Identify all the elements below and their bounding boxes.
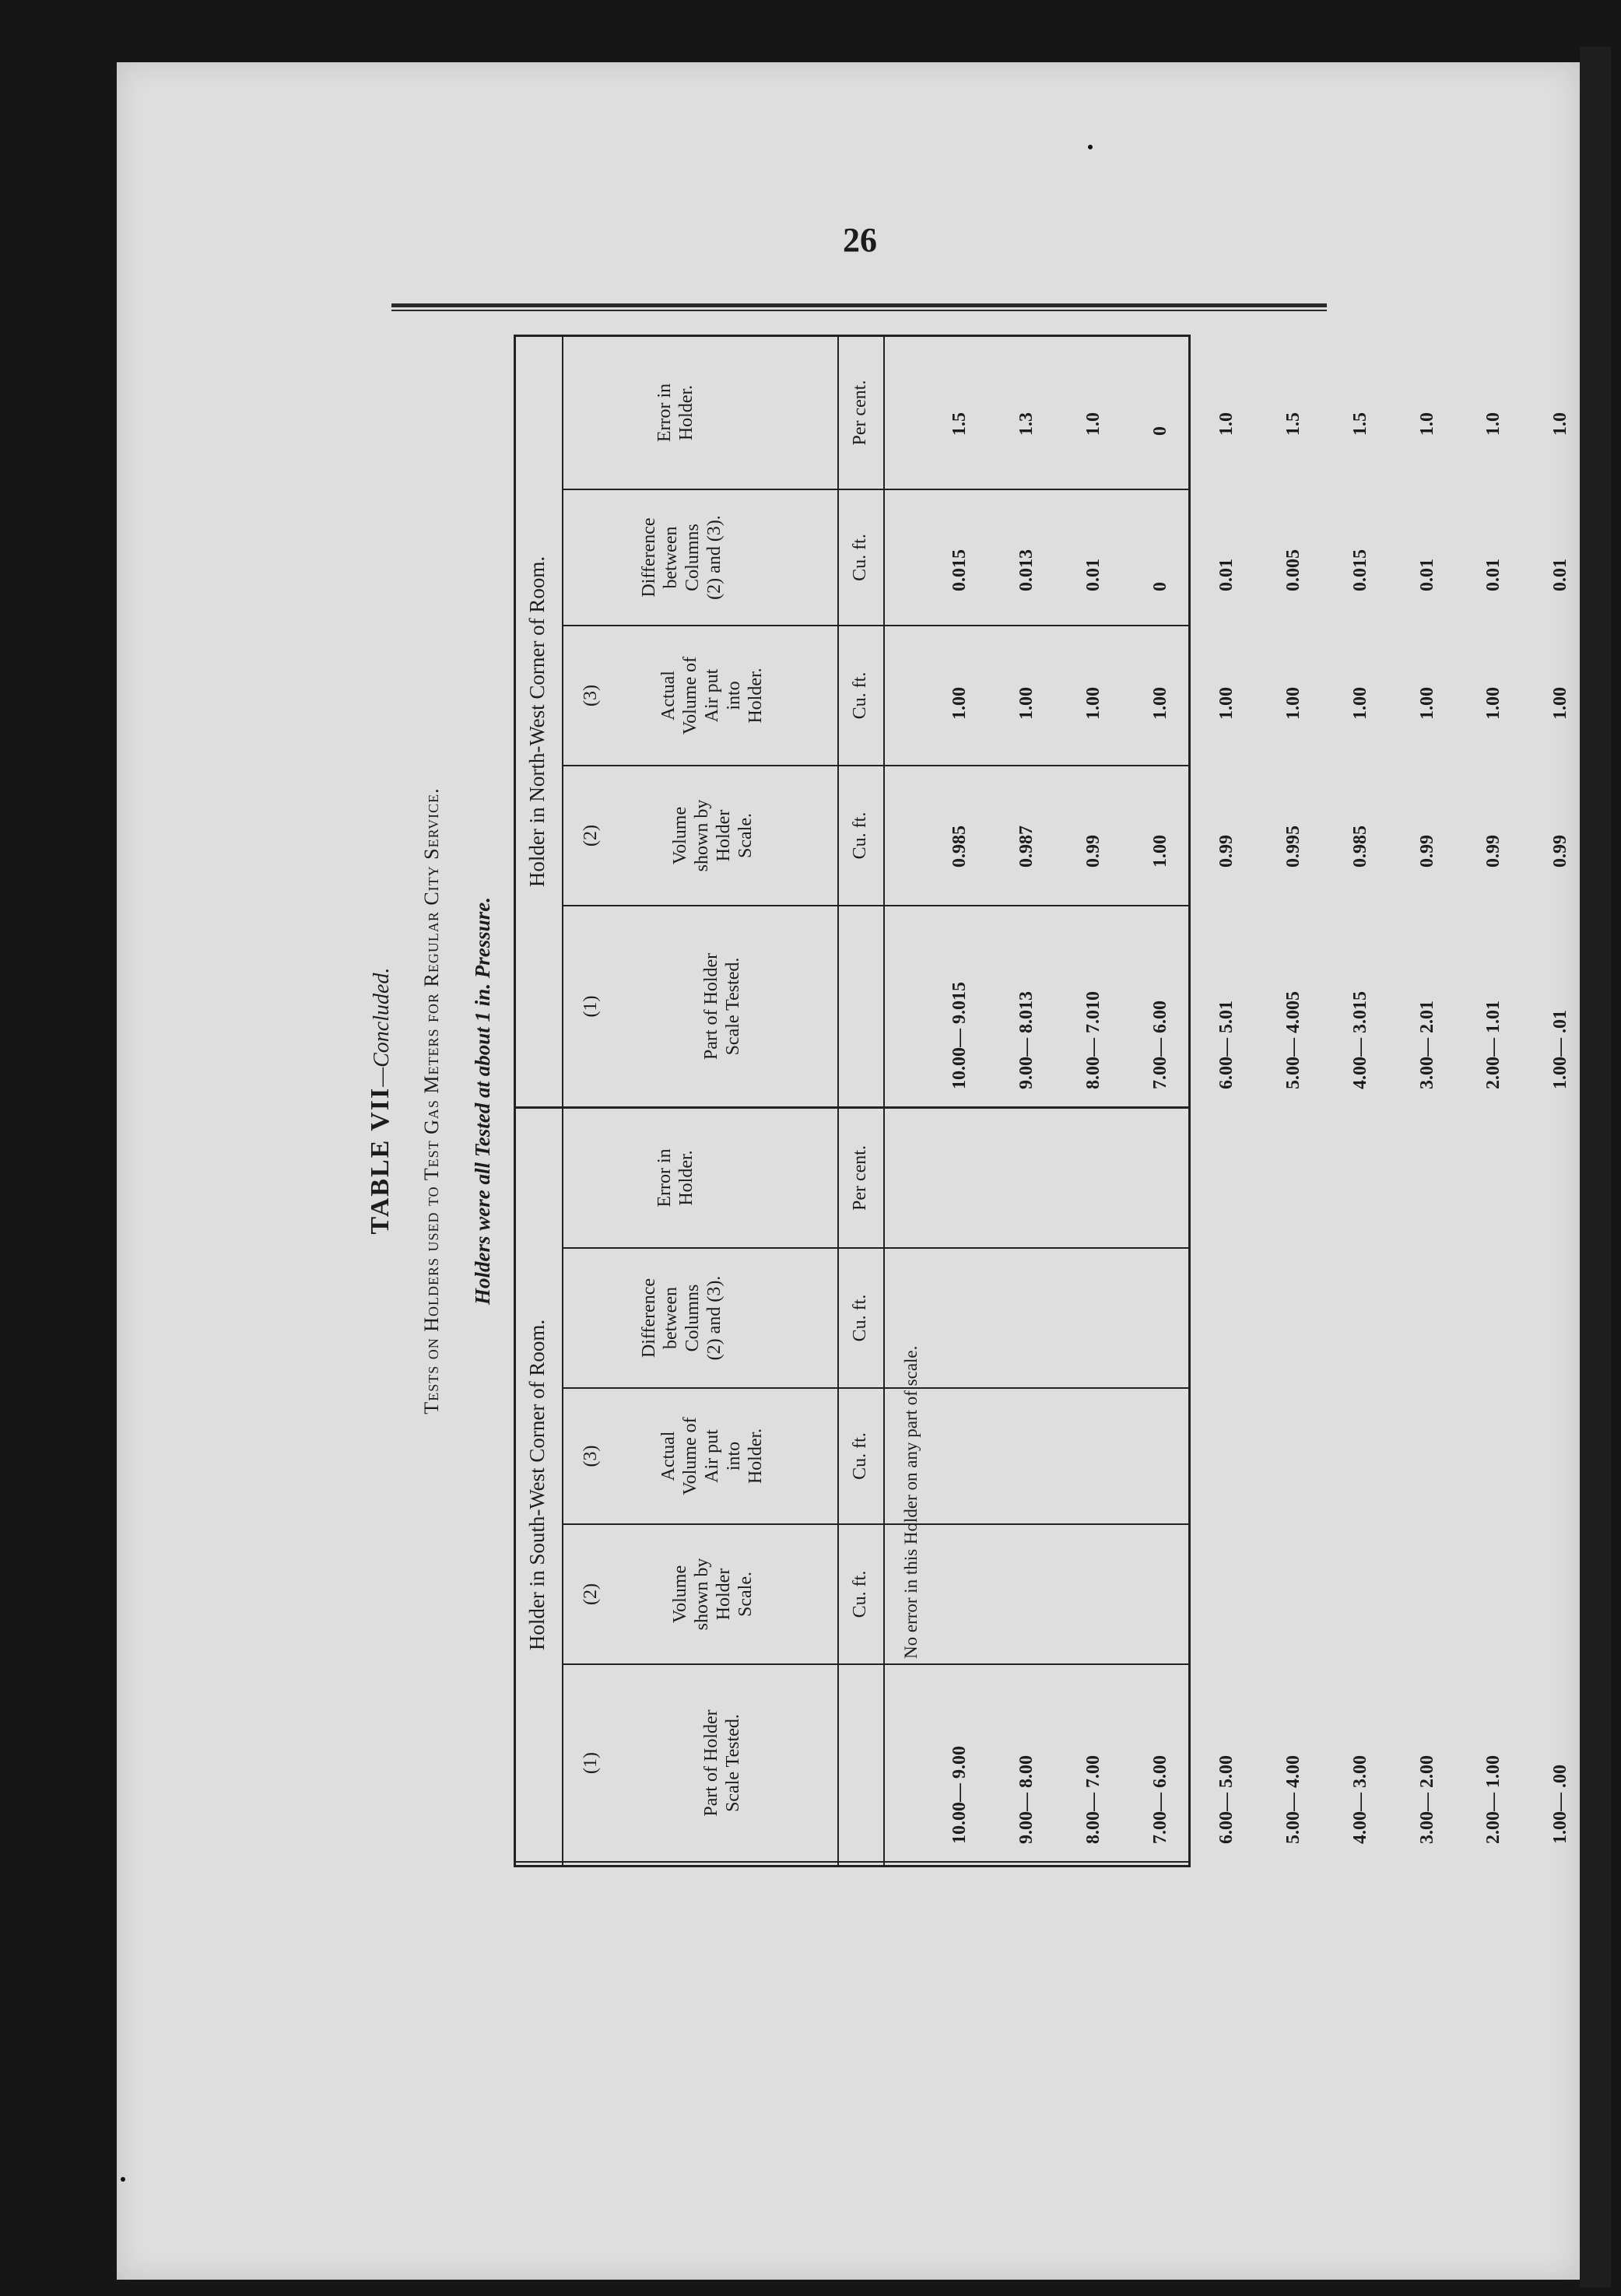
table-cell: 7.00— 6.00: [1149, 1755, 1170, 1844]
table-cell: 1.00: [1349, 687, 1370, 720]
table-cell: 0.01: [1216, 559, 1237, 591]
table-cell: 8.00— 7.00: [1082, 1755, 1103, 1844]
table-cell: 0: [1149, 426, 1170, 436]
col2-label: Volume shown by Holder Scale.: [670, 1558, 756, 1631]
col4-label: Difference between Columns (2) and (3).: [639, 515, 725, 600]
table-cell: 0.013: [1016, 549, 1037, 591]
table-cell: 0.99: [1483, 835, 1504, 868]
col-divider: [562, 1523, 1191, 1525]
table-cell: 0.01: [1483, 559, 1504, 591]
table-cell: 0.01: [1416, 559, 1437, 591]
table-cell: 1.00: [1082, 687, 1103, 720]
col3-number: (3): [581, 1445, 601, 1467]
table-cell: 7.00— 6.00: [1149, 1001, 1170, 1089]
col1-label: Part of Holder Scale Tested.: [701, 1709, 743, 1817]
table-border-left-inner: [514, 1861, 1191, 1863]
table-cell: 0.985: [1349, 826, 1370, 868]
table-cell: 0.005: [1283, 549, 1304, 591]
col3-label: Actual Volume of Air put into Holder.: [658, 656, 766, 735]
table-cell: 4.00— 3.00: [1349, 1755, 1370, 1844]
table-cell: 0.987: [1016, 826, 1037, 868]
table-cell: 0.99: [1216, 835, 1237, 868]
table-cell: 1.5: [1349, 412, 1370, 436]
table-cell: 1.00: [1016, 687, 1037, 720]
column-head-rule: [837, 335, 839, 1867]
table-cell: 1.0: [1550, 412, 1571, 436]
col1-number: (1): [581, 995, 601, 1018]
col2-number: (2): [581, 1583, 601, 1605]
table-cell: 10.00— 9.00: [949, 1746, 970, 1844]
col5-label: Error in Holder.: [654, 383, 696, 443]
table-cell: 9.00— 8.013: [1016, 991, 1037, 1089]
unit-label: Cu. ft.: [850, 1294, 870, 1342]
southwest-parts-column: [904, 1669, 1616, 1844]
col3-number: (3): [581, 685, 601, 706]
table-cell: 0.99: [1082, 835, 1103, 868]
table-cell: 1.0: [1082, 412, 1103, 436]
southwest-heading: Holder in South-West Corner of Room.: [525, 1319, 549, 1651]
table-cell: 0.015: [1349, 549, 1370, 591]
table-cell: 1.00— .00: [1550, 1765, 1571, 1844]
northwest-heading: Holder in North-West Corner of Room.: [525, 556, 549, 888]
col1-number: (1): [581, 1752, 601, 1774]
table-cell: 0.995: [1283, 826, 1304, 868]
table-cell: 1.5: [1283, 412, 1304, 436]
print-speck: [121, 2177, 125, 2182]
southwest-no-error-note: No error in this Holder on any part of scale.: [901, 1345, 921, 1659]
table-cell: 5.00— 4.00: [1283, 1755, 1304, 1844]
header-rule: [391, 303, 1327, 307]
data-table: [514, 335, 1571, 1867]
col-divider: [562, 625, 1191, 626]
table-cell: 1.0: [1216, 412, 1237, 436]
table-cell: 10.00— 9.015: [949, 982, 970, 1089]
col-divider: [562, 905, 1191, 906]
table-cell: 1.00: [1416, 687, 1437, 720]
table-cell: 1.00: [1550, 687, 1571, 720]
unit-label: Cu. ft.: [850, 671, 870, 720]
table-cell: 8.00— 7.010: [1082, 991, 1103, 1089]
unit-label: Cu. ft.: [850, 534, 870, 581]
table-cell: 0.99: [1550, 835, 1571, 868]
table-subtitle: Tests on Holders used to Test Gas Meters for Regular City Service.: [420, 787, 443, 1414]
table-cell: 0.01: [1082, 559, 1103, 591]
unit-label: Per cent.: [850, 1145, 870, 1211]
rotated-table-block: [366, 335, 1571, 1867]
table-border-left: [514, 1865, 1191, 1867]
table-cell: 3.00— 2.00: [1416, 1755, 1437, 1844]
table-cell: 0.015: [949, 549, 970, 591]
col3-label: Actual Volume of Air put into Holder.: [658, 1417, 766, 1495]
page-number: 26: [843, 221, 877, 259]
table-cell: 1.3: [1016, 412, 1037, 436]
header-rule-thin: [391, 310, 1327, 311]
table-cell: 1.00: [1216, 687, 1237, 720]
northwest-parts-column: [904, 910, 1616, 1089]
col-divider: [562, 765, 1191, 766]
table-cell: 0: [1149, 582, 1170, 591]
table-cell: 1.00: [949, 687, 970, 720]
northwest-error-column: [904, 389, 1616, 436]
table-cell: 1.5: [949, 412, 970, 436]
table-cell: 6.00— 5.01: [1216, 1001, 1237, 1089]
table-cell: 4.00— 3.015: [1349, 991, 1370, 1089]
northwest-volume-column: [904, 790, 1616, 868]
unit-rule: [883, 335, 885, 1867]
northwest-actual-column: [904, 657, 1616, 720]
table-cell: 0.01: [1550, 559, 1571, 591]
print-speck: [1088, 145, 1093, 149]
table-cell: 1.00: [1149, 687, 1170, 720]
table-cell: 2.00— 1.00: [1483, 1755, 1504, 1844]
table-cell: 6.00— 5.00: [1216, 1755, 1237, 1844]
col2-label: Volume shown by Holder Scale.: [670, 799, 756, 872]
col-divider: [562, 1663, 1191, 1665]
unit-label: Cu. ft.: [850, 1432, 870, 1480]
table-title: TABLE VII—Concluded.: [366, 967, 395, 1235]
col5-label: Error in Holder.: [654, 1148, 696, 1208]
northwest-difference-column: [904, 514, 1616, 591]
table-cell: 1.00— .01: [1550, 1010, 1571, 1089]
table-cell: 1.0: [1416, 412, 1437, 436]
table-cell: 1.00: [1149, 835, 1170, 868]
unit-label: Cu. ft.: [850, 1570, 870, 1618]
table-note: Holders were all Tested at about 1 in. Pressure.: [471, 896, 494, 1306]
heading-rule: [562, 335, 563, 1867]
col2-number: (2): [581, 825, 601, 847]
table-cell: 9.00— 8.00: [1016, 1755, 1037, 1844]
table-cell: 0.99: [1416, 835, 1437, 868]
unit-label: Per cent.: [850, 380, 870, 446]
table-cell: 5.00— 4.005: [1283, 991, 1304, 1089]
table-cell: 2.00— 1.01: [1483, 1001, 1504, 1089]
unit-label: Cu. ft.: [850, 811, 870, 860]
col4-label: Difference between Columns (2) and (3).: [639, 1275, 725, 1361]
table-cell: 1.0: [1483, 412, 1504, 436]
table-cell: 1.00: [1483, 687, 1504, 720]
col1-label: Part of Holder Scale Tested.: [701, 952, 743, 1060]
table-cell: 3.00— 2.01: [1416, 1001, 1437, 1089]
table-cell: 0.985: [949, 826, 970, 868]
page-edge: [1580, 47, 1611, 2287]
table-cell: 1.00: [1283, 687, 1304, 720]
col-divider: [562, 1387, 1191, 1389]
table-top-rule: [514, 335, 516, 1867]
